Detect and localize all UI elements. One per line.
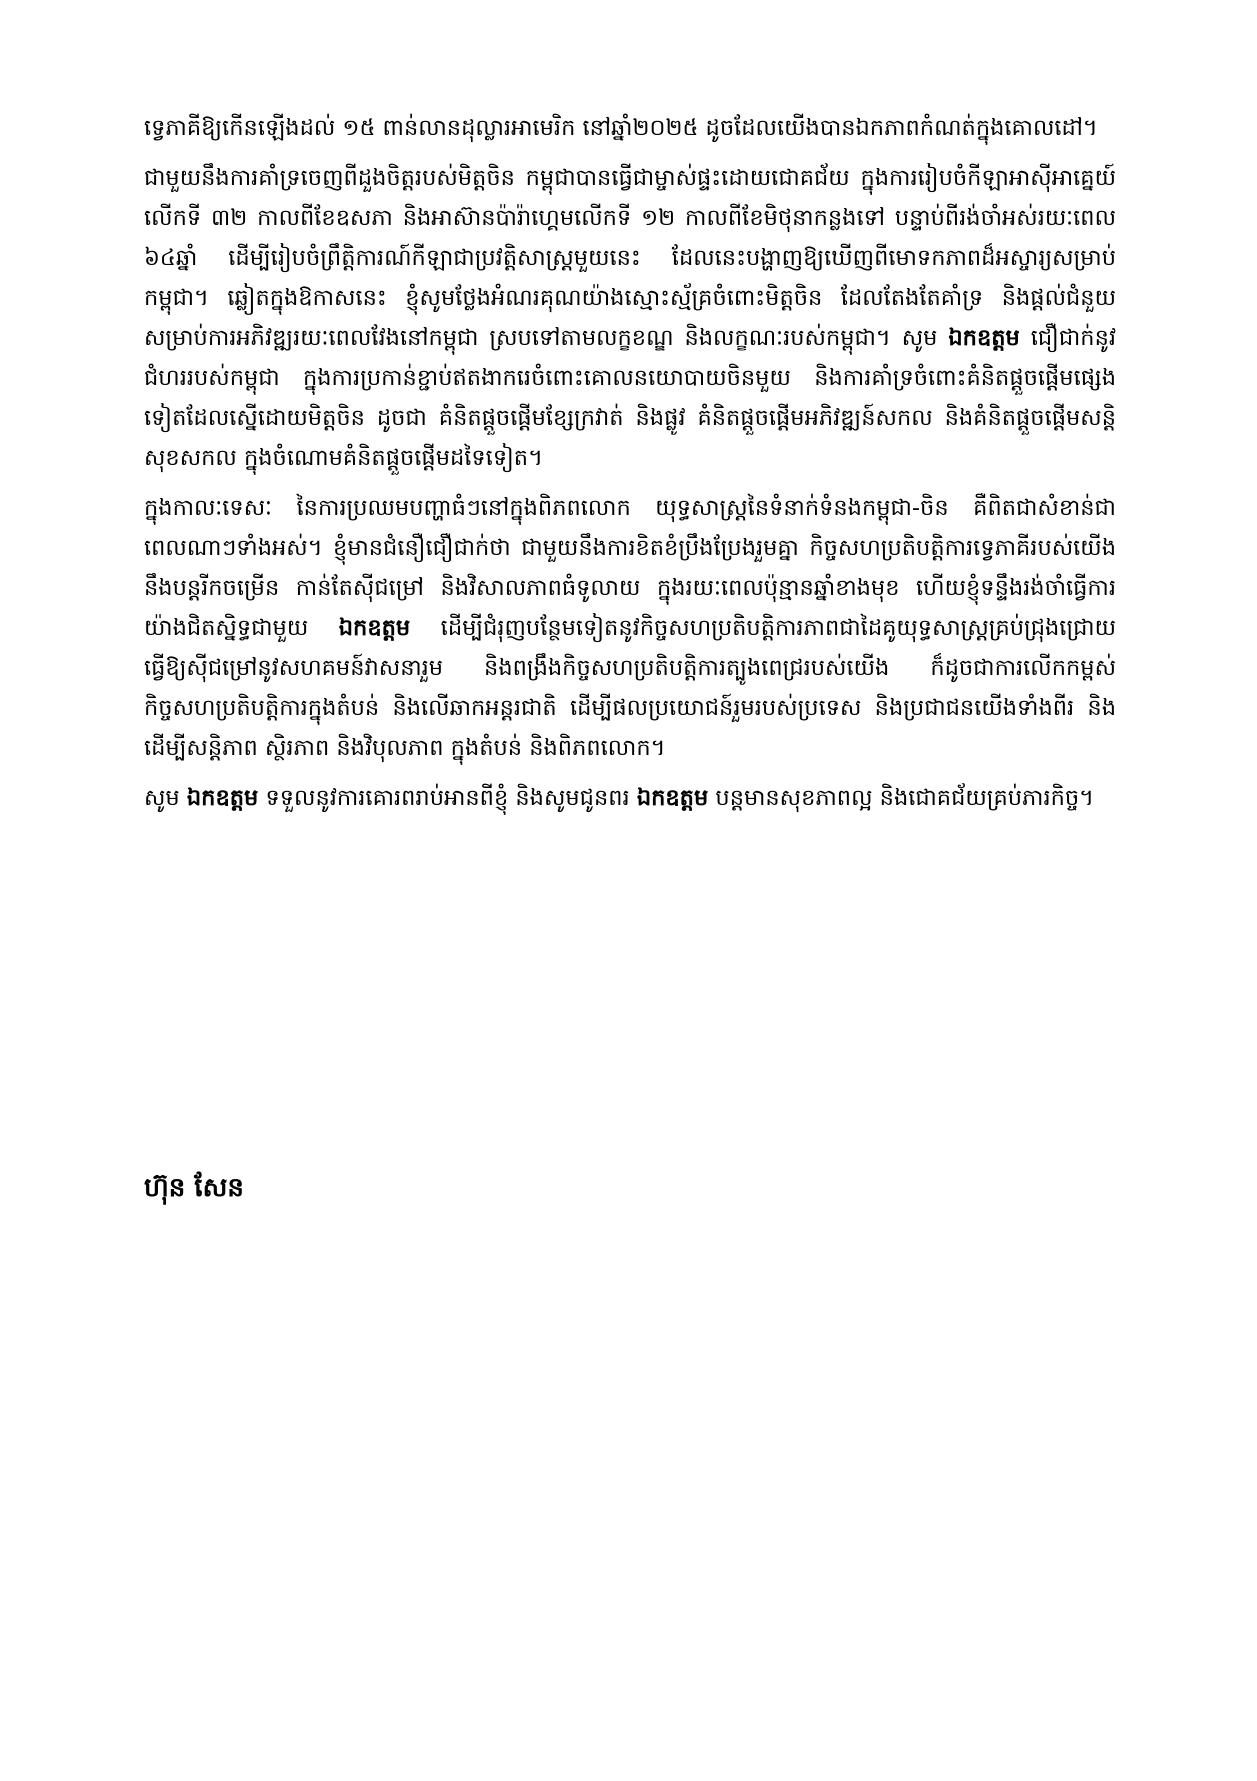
paragraph-2-text-a: ជាមួយនឹងការគាំទ្រចេញពីដួងចិត្តរបស់មិត្តចិន កម្ពុជាបានធ្វើជាម្ចាស់ផ្ទះដោយជោគជ័យ ក្នុងការរៀបចំកីឡាអាស៊ីអាគ្នេយ៍លើកទី ៣២ កាលពីខែឧសភា និងអាស៊ានប៉ារ៉ាហ្គេមលើកទី ១២ កាលពីខែមិថុនាកន្លងទៅ បន្ទាប់ពីរង់ចាំអស់រយៈពេល ៦៤ឆ្នាំ ដើម្បីរៀបចំព្រឹត្តិការណ៍កីឡាជាប្រវត្តិសាស្ត្រមួយនេះ ដែលនេះបង្ហាញឱ្យឃើញពីមោទកភាពដ៏អស្ចារ្យសម្រាប់កម្ពុជា។ ឆ្លៀតក្នុងឱកាសនេះ ខ្ញុំសូមថ្លែងអំណរគុណយ៉ាងស្មោះស្ម័គ្រចំពោះមិត្តចិន ដែលតែងតែគាំទ្រ និងផ្តល់ជំនួយ សម្រាប់ការអភិវឌ្ឍរយៈពេលវែងនៅកម្ពុជា ស្របទៅតាមលក្ខខណ្ឌ និងលក្ខណៈរបស់កម្ពុជា។ សូម <box>144 165 1116 351</box>
paragraph-3 <box>144 488 1116 768</box>
paragraph-4 <box>144 778 1116 818</box>
paragraph-1 <box>144 108 1116 148</box>
honorific-bold: ឯកឧត្តម <box>948 325 1020 351</box>
paragraph-1-text: ទ្វេភាគីឱ្យកើនឡើងដល់ ១៥ ពាន់លានដុល្លារអាមេរិក នៅឆ្នាំ២០២៥ ដូចដែលយើងបានឯកភាពកំណត់ក្នុងគោលដៅ។ <box>144 115 1098 141</box>
honorific-bold: ឯកឧត្តម <box>338 615 411 641</box>
paragraph-3-text-a: ក្នុងកាលៈទេសៈ នៃការប្រឈមបញ្ហាធំៗនៅក្នុងពិភពលោក យុទ្ធសាស្ត្រនៃទំនាក់ទំនងកម្ពុជា-ចិន គឺពិតជាសំខាន់ជាពេលណាៗទាំងអស់។ ខ្ញុំមានជំនឿជឿជាក់ថា ជាមួយនឹងការខិតខំប្រឹងប្រែងរួមគ្នា កិច្ចសហប្រតិបត្តិការទ្វេភាគីរបស់យើងនឹងបន្តរីកចម្រើន កាន់តែស៊ីជម្រៅ និងវិសាលភាពធំទូលាយ ក្នុងរយៈពេលប៉ុន្មានឆ្នាំខាងមុខ ហើយខ្ញុំទន្ទឹងរង់ចាំធ្វើការយ៉ាងជិតស្និទ្ធជាមួយ <box>144 495 1116 641</box>
paragraph-4-text-c: បន្តមានសុខភាពល្អ និងជោគជ័យគ្រប់ភារកិច្ច។ <box>715 785 1095 811</box>
paragraph-4-text-b: ទទួលនូវការគោរពរាប់អានពីខ្ញុំ និងសូមជូនពរ <box>265 785 630 811</box>
paragraph-4-text-a: សូម <box>144 785 180 811</box>
letter-body <box>144 108 1116 828</box>
paragraph-3-text-b: ដើម្បីជំរុញបន្ថែមទៀតនូវកិច្ចសហប្រតិបត្តិការភាពជាដៃគូយុទ្ធសាស្ត្រគ្រប់ជ្រុងជ្រោយ ធ្វើឱ្យស៊ីជម្រៅនូវសហគមន៍វាសនារួម និងពង្រឹងកិច្ចសហប្រតិបត្តិការត្បូងពេជ្ររបស់យើង ក៏ដូចជាការលើកកម្ពស់កិច្ចសហប្រតិបត្តិការក្នុងតំបន់ និងលើឆាកអន្តរជាតិ ដើម្បីផលប្រយោជន៍រួមរបស់ប្រទេស និងប្រជាជនយើងទាំងពីរ និងដើម្បីសន្តិភាព ស្ថិរភាព និងវិបុលភាព ក្នុងតំបន់ និងពិភពលោក។ <box>144 615 1117 761</box>
paragraph-2-text-b: ជឿជាក់នូវជំហររបស់កម្ពុជា ក្នុងការប្រកាន់ខ្ជាប់ឥតងាករេចំពោះគោលនយោបាយចិនមួយ និងការគាំទ្រចំពោះគំនិតផ្តួចផ្តើមផ្សេងទៀតដែលស្នើដោយមិត្តចិន ដូចជា គំនិតផ្តួចផ្តើមខ្សែក្រវាត់ និងផ្លូវ គំនិតផ្តួចផ្តើមអភិវឌ្ឍន៍សកល និងគំនិតផ្តួចផ្តើមសន្តិសុខសកល ក្នុងចំណោមគំនិតផ្តួចផ្តើមដទៃទៀត។ <box>144 325 1117 471</box>
signature-name: ហ៊ុន សែន <box>144 1173 244 1203</box>
honorific-bold: ឯកឧត្តម <box>636 785 709 811</box>
paragraph-2 <box>144 158 1116 478</box>
honorific-bold: ឯកឧត្តម <box>186 785 259 811</box>
